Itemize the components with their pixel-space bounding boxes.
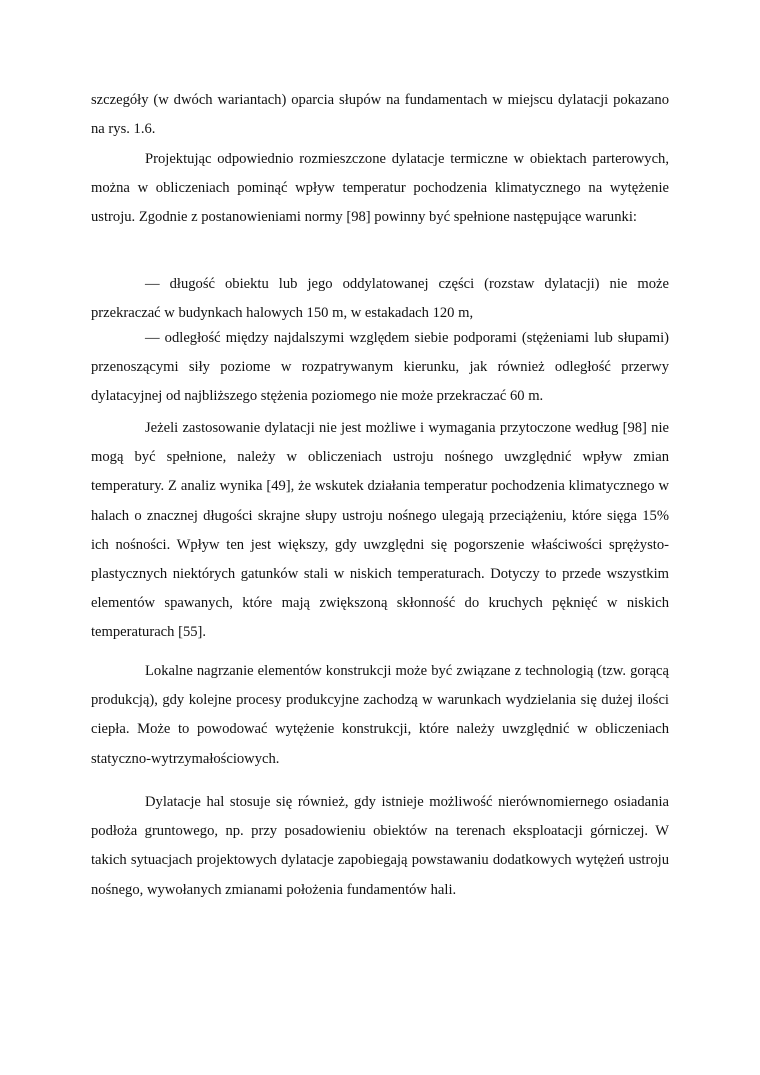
list-item-bracing-distance: — odległość między najdalszymi względem siebie podporami (stężeniami lub słupami) przenoszącymi siły poziome w rozpatrywanym kierunku, jak również odległość przerwy dylatacyjnej od najbliższego stężenia poziomego nie może przekraczać 60 m.: [91, 330, 669, 405]
paragraph-dilatation-intro: Projektując odpowiednio rozmieszczone dylatacje termiczne w obiektach parterowych, można w obliczeniach pominąć wpływ temperatur pochodzenia klimatycznego na wytężenie ustroju. Zgodnie z postanowieniami normy [98] powinny być spełnione następujące warunki:: [91, 151, 669, 226]
paragraph-continuation: szczegóły (w dwóch wariantach) oparcia słupów na fundamentach w miejscu dylatacji pokazano na rys. 1.6.: [91, 92, 669, 138]
paragraph-local-heating: Lokalne nagrzanie elementów konstrukcji może być związane z technologią (tzw. gorącą produkcją), gdy kolejne procesy produkcyjne zachodzą w warunkach wydzielania się dużej ilości ciepła. Może to powodować wytężenie konstrukcji, które należy uwzględnić w obliczeniach statyczno-wytrzymałościowych.: [91, 663, 669, 767]
paragraph-ground-settlement: Dylatacje hal stosuje się również, gdy istnieje możliwość nierównomiernego osiadania podłoża gruntowego, np. przy posadowieniu obiektów na terenach eksploatacji górniczej. W takich sytuacjach projektowych dylatacje zapobiegają powstawaniu dodatkowych wytężeń ustroju nośnego, wywołanych zmianami położenia fundamentów hali.: [91, 794, 669, 898]
list-item-building-length: — długość obiektu lub jego oddylatowanej części (rozstaw dylatacji) nie może przekraczać w budynkach halowych 150 m, w estakadach 120 m,: [91, 276, 669, 322]
paragraph-temperature-effects: Jeżeli zastosowanie dylatacji nie jest możliwe i wymagania przytoczone według [98] nie mogą być spełnione, należy w obliczeniach ustroju nośnego uwzględnić wpływ zmian temperatury. Z analiz wynika [49], że wskutek działania temperatur pochodzenia klimatycznego w halach o znacznej długości skrajne słupy ustroju nośnego ulegają przeciążeniu, które sięga 15% ich nośności. Wpływ ten jest większy, gdy uwzględni się pogorszenie właściwości sprężysto-plastycznych niektórych gatunków stali w niskich temperaturach. Dotyczy to przede wszystkim elementów spawanych, które mają zwiększoną skłonność do kruchych pęknięć w niskich temperaturach [55].: [91, 420, 669, 641]
